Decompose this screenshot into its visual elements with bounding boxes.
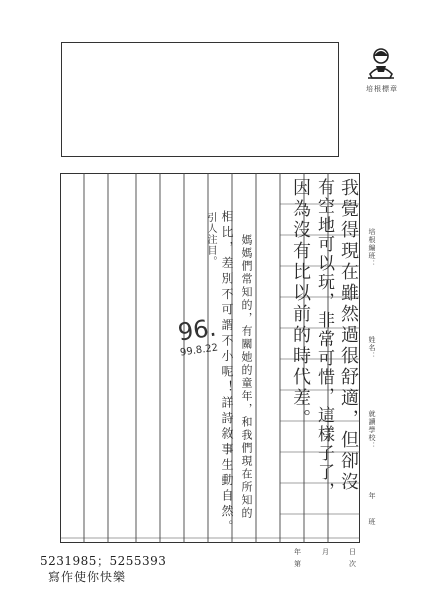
footer-number: 第 bbox=[294, 560, 301, 568]
grade-mark: 96. bbox=[176, 313, 218, 347]
essay-column-1: 我覺得現在雖然過很舒適，但卻沒 bbox=[338, 178, 359, 493]
teacher-comment-line-1: 媽媽們常知的，有關她的童年，和我們現在所知的 bbox=[240, 234, 253, 520]
school-label: 就讀學校： bbox=[368, 410, 376, 450]
name-label: 姓名： bbox=[368, 336, 376, 360]
footer-month: 月 bbox=[322, 548, 329, 556]
essay-column-3: 因為沒有比以前的時代差。 bbox=[290, 178, 311, 430]
class-label: 培根編班： bbox=[368, 228, 376, 268]
stamp-box bbox=[61, 42, 339, 157]
grade-class-label: 年 班 bbox=[368, 492, 376, 531]
footer-day: 日 bbox=[349, 548, 356, 556]
logo-caption: 培根標章 bbox=[366, 85, 398, 93]
contact-phone: 5231985；5255393 bbox=[40, 554, 167, 568]
teacher-comment-line-2: 相比，差別不可謂不小呢！詳詩敘事生動自然。 bbox=[220, 210, 234, 536]
peigen-logo-icon bbox=[364, 44, 398, 80]
date-mark: 99.8.22 bbox=[179, 342, 219, 359]
footer-times: 次 bbox=[349, 560, 356, 568]
contact-slogan: 寫作使你快樂 bbox=[48, 570, 127, 584]
essay-column-2: 有空地可以玩，非常可惜，這樣子了， bbox=[314, 178, 334, 501]
footer-year: 年 bbox=[294, 548, 301, 556]
teacher-comment-line-3: 引人注目。 bbox=[205, 212, 216, 267]
